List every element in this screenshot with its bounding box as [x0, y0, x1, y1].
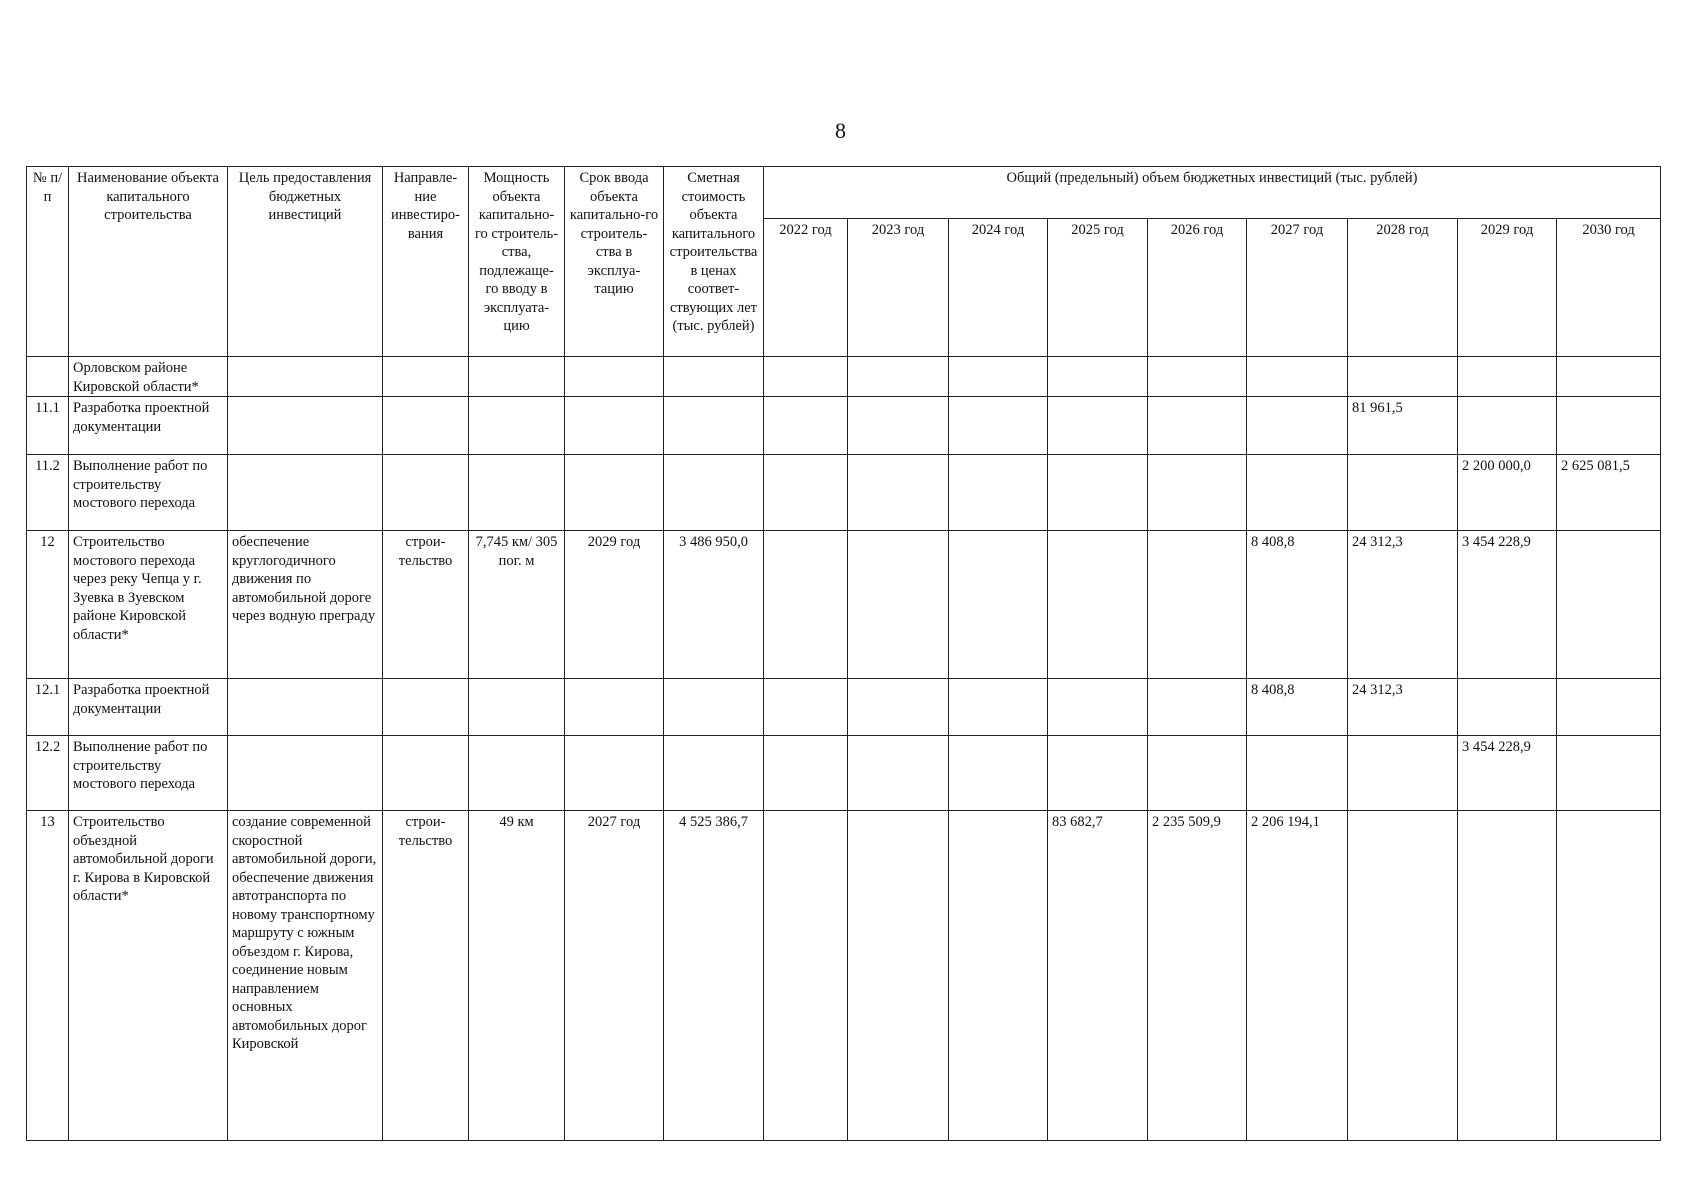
row-year-value	[764, 531, 848, 679]
row-year-value	[1348, 736, 1458, 811]
budget-investments-table	[26, 166, 1661, 1141]
row-num: 13	[27, 811, 69, 1141]
row-year-value: 24 312,3	[1348, 679, 1458, 736]
header-goal: Цель предоставления бюджетных инвестиций	[228, 167, 383, 357]
row-year-value	[1148, 455, 1247, 531]
header-year: 2027 год	[1247, 219, 1348, 357]
row-num: 11.2	[27, 455, 69, 531]
row-year-value	[1247, 357, 1348, 397]
row-year-value	[848, 811, 949, 1141]
row-capacity: 7,745 км/ 305 пог. м	[469, 531, 565, 679]
table-row	[27, 357, 1661, 397]
row-deadline: 2027 год	[565, 811, 664, 1141]
row-cost	[664, 736, 764, 811]
row-year-value	[1247, 455, 1348, 531]
row-deadline: 2029 год	[565, 531, 664, 679]
header-year: 2029 год	[1458, 219, 1557, 357]
row-year-value: 2 235 509,9	[1148, 811, 1247, 1141]
row-year-value	[764, 736, 848, 811]
table-row	[27, 397, 1661, 455]
header-direction: Направле-ние инвестиро-вания	[383, 167, 469, 357]
row-year-value	[1458, 397, 1557, 455]
row-year-value	[1148, 736, 1247, 811]
row-cost	[664, 455, 764, 531]
row-num: 11.1	[27, 397, 69, 455]
row-year-value: 2 625 081,5	[1557, 455, 1661, 531]
row-year-value	[1148, 531, 1247, 679]
row-direction	[383, 455, 469, 531]
row-year-value	[764, 679, 848, 736]
header-year: 2022 год	[764, 219, 848, 357]
row-name: Выполнение работ по строительству мостового перехода	[69, 455, 228, 531]
row-year-value: 2 206 194,1	[1247, 811, 1348, 1141]
row-year-value	[1348, 357, 1458, 397]
row-deadline	[565, 455, 664, 531]
header-row-1	[27, 167, 1661, 219]
row-cost	[664, 679, 764, 736]
row-year-value	[1148, 397, 1247, 455]
row-deadline	[565, 357, 664, 397]
row-goal	[228, 736, 383, 811]
row-year-value: 83 682,7	[1048, 811, 1148, 1141]
row-direction	[383, 679, 469, 736]
row-year-value	[1458, 811, 1557, 1141]
row-year-value	[848, 736, 949, 811]
row-year-value	[949, 455, 1048, 531]
row-year-value	[1348, 455, 1458, 531]
header-year: 2030 год	[1557, 219, 1661, 357]
row-year-value	[764, 397, 848, 455]
row-capacity: 49 км	[469, 811, 565, 1141]
row-year-value	[949, 357, 1048, 397]
row-year-value: 8 408,8	[1247, 679, 1348, 736]
row-year-value	[1348, 811, 1458, 1141]
row-year-value: 3 454 228,9	[1458, 736, 1557, 811]
row-name: Выполнение работ по строительству мостового перехода	[69, 736, 228, 811]
row-goal	[228, 679, 383, 736]
row-cost: 3 486 950,0	[664, 531, 764, 679]
row-direction: строи-тельство	[383, 811, 469, 1141]
row-year-value	[1148, 679, 1247, 736]
row-year-value	[1557, 357, 1661, 397]
row-year-value	[1557, 679, 1661, 736]
row-year-value	[1557, 736, 1661, 811]
row-year-value	[949, 811, 1048, 1141]
table-row	[27, 736, 1661, 811]
row-num: 12.2	[27, 736, 69, 811]
row-goal	[228, 397, 383, 455]
row-cost	[664, 357, 764, 397]
row-goal	[228, 455, 383, 531]
row-capacity	[469, 357, 565, 397]
page-number: 8	[835, 118, 846, 143]
row-name: Разработка проектной документации	[69, 679, 228, 736]
header-capacity: Мощность объекта капитально-го строитель-ства, подлежаще-го вводу в эксплуата-цию	[469, 167, 565, 357]
row-deadline	[565, 397, 664, 455]
row-deadline	[565, 679, 664, 736]
row-name: Разработка проектной документации	[69, 397, 228, 455]
row-year-value	[848, 455, 949, 531]
row-year-value	[949, 736, 1048, 811]
header-name: Наименование объекта капитального строительства	[69, 167, 228, 357]
row-capacity	[469, 397, 565, 455]
row-year-value	[848, 531, 949, 679]
header-year: 2026 год	[1148, 219, 1247, 357]
header-year: 2028 год	[1348, 219, 1458, 357]
row-year-value	[1458, 679, 1557, 736]
header-year: 2024 год	[949, 219, 1048, 357]
row-direction	[383, 736, 469, 811]
header-cost: Сметная стоимость объекта капитального строительства в ценах соответ-ствующих лет (тыс. рублей)	[664, 167, 764, 357]
header-num: № п/п	[27, 167, 69, 357]
row-year-value: 2 200 000,0	[1458, 455, 1557, 531]
row-deadline	[565, 736, 664, 811]
row-year-value: 24 312,3	[1348, 531, 1458, 679]
row-cost: 4 525 386,7	[664, 811, 764, 1141]
row-year-value	[949, 679, 1048, 736]
row-year-value	[1247, 397, 1348, 455]
header-total: Общий (предельный) объем бюджетных инвестиций (тыс. рублей)	[764, 167, 1661, 219]
row-direction	[383, 357, 469, 397]
row-num	[27, 357, 69, 397]
table-row	[27, 811, 1661, 1141]
row-direction	[383, 397, 469, 455]
row-year-value	[1247, 736, 1348, 811]
row-year-value	[1048, 357, 1148, 397]
row-goal: создание современной скоростной автомобильной дороги, обеспечение движения автотранспорта по новому транспортному маршруту с южным объездом г. Кирова, соединение новым направлением основных автомобильных дорог Кировской	[228, 811, 383, 1141]
header-year: 2023 год	[848, 219, 949, 357]
row-capacity	[469, 736, 565, 811]
row-year-value	[1557, 531, 1661, 679]
row-year-value	[764, 455, 848, 531]
row-goal: обеспечение круглогодичного движения по автомобильной дороге через водную преграду	[228, 531, 383, 679]
row-year-value	[1048, 531, 1148, 679]
row-year-value	[848, 397, 949, 455]
row-year-value	[1048, 679, 1148, 736]
row-year-value	[949, 397, 1048, 455]
row-name: Строительство объездной автомобильной дороги г. Кирова в Кировской области*	[69, 811, 228, 1141]
row-year-value	[1557, 397, 1661, 455]
row-num: 12.1	[27, 679, 69, 736]
header-year: 2025 год	[1048, 219, 1148, 357]
row-year-value	[1458, 357, 1557, 397]
row-capacity	[469, 455, 565, 531]
row-year-value: 8 408,8	[1247, 531, 1348, 679]
row-year-value	[1148, 357, 1247, 397]
table-row	[27, 531, 1661, 679]
table-row	[27, 679, 1661, 736]
row-direction: строи-тельство	[383, 531, 469, 679]
row-cost	[664, 397, 764, 455]
row-year-value	[764, 811, 848, 1141]
row-year-value	[1557, 811, 1661, 1141]
row-year-value	[1048, 455, 1148, 531]
row-year-value	[1048, 736, 1148, 811]
row-goal	[228, 357, 383, 397]
row-name: Орловском районе Кировской области*	[69, 357, 228, 397]
header-deadline: Срок ввода объекта капитально-го строитель-ства в эксплуа-тацию	[565, 167, 664, 357]
row-year-value	[848, 679, 949, 736]
row-year-value: 81 961,5	[1348, 397, 1458, 455]
table-row	[27, 455, 1661, 531]
row-year-value	[848, 357, 949, 397]
row-year-value	[949, 531, 1048, 679]
row-name: Строительство мостового перехода через реку Чепца у г. Зуевка в Зуевском районе Кировской области*	[69, 531, 228, 679]
row-year-value	[1048, 397, 1148, 455]
row-year-value	[764, 357, 848, 397]
row-num: 12	[27, 531, 69, 679]
row-year-value: 3 454 228,9	[1458, 531, 1557, 679]
row-capacity	[469, 679, 565, 736]
